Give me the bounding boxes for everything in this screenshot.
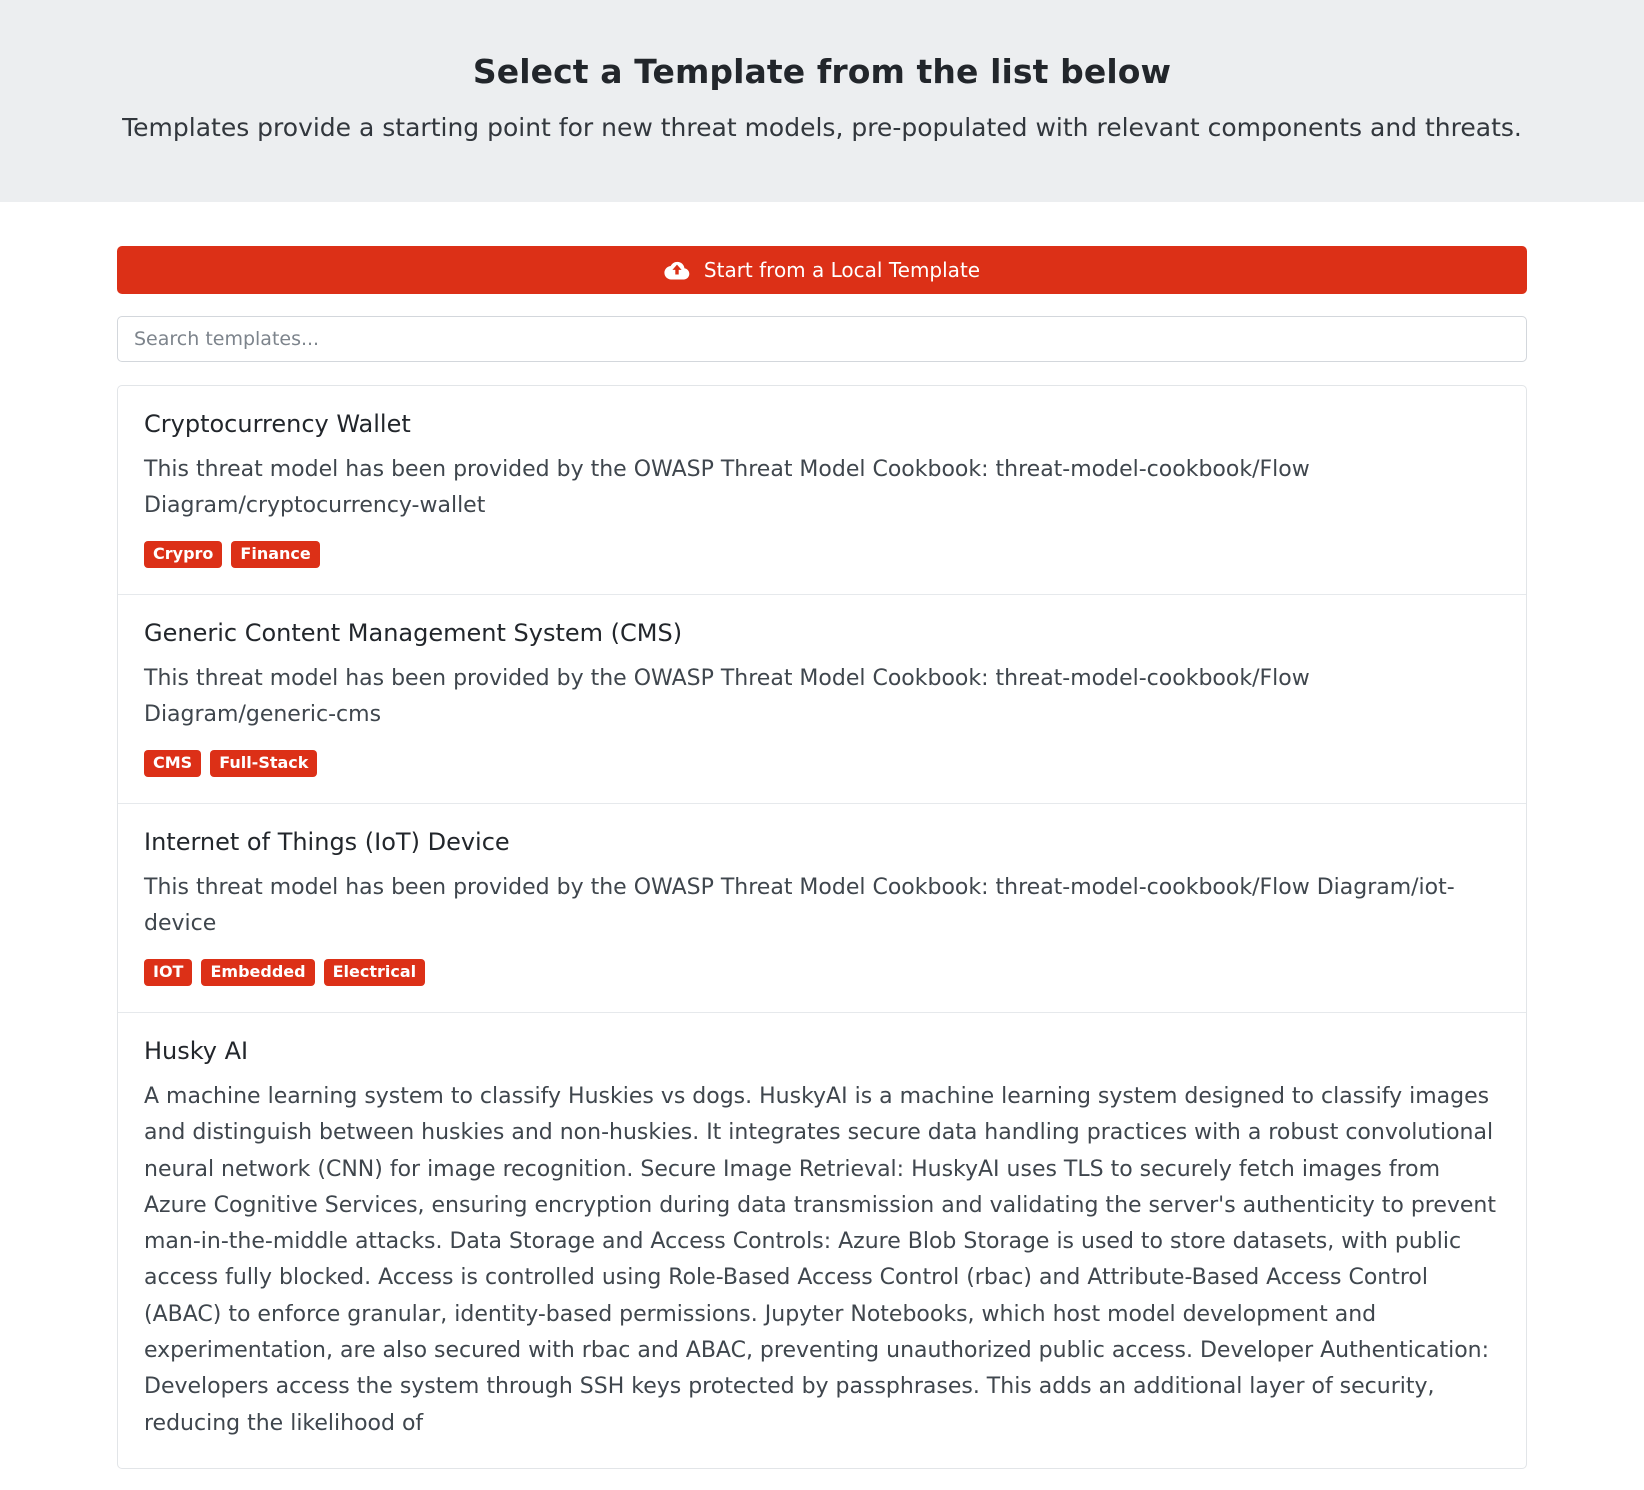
template-title: Internet of Things (IoT) Device: [144, 827, 510, 856]
template-list: [117, 385, 1527, 1469]
template-tag: Finance: [231, 541, 319, 568]
template-title: Cryptocurrency Wallet: [144, 410, 411, 438]
cloud-upload-icon: [664, 259, 690, 281]
template-tag: Crypro: [144, 541, 222, 568]
page-title: Select a Template from the list below: [472, 52, 1172, 91]
template-list-item[interactable]: [118, 386, 1526, 595]
template-list-item[interactable]: [118, 595, 1526, 804]
page-header: [0, 0, 1644, 202]
template-list-item[interactable]: [118, 1013, 1526, 1468]
main-content: [0, 246, 1644, 1469]
template-tags: [144, 541, 1500, 568]
template-tag: Embedded: [201, 959, 314, 986]
start-from-local-template-button[interactable]: [117, 246, 1527, 294]
search-input[interactable]: [117, 316, 1527, 362]
template-tag: CMS: [144, 750, 201, 777]
start-from-local-template-label: Start from a Local Template: [703, 258, 981, 282]
page-subtitle: Templates provide a starting point for new threat models, pre-populated with relevant components and threats.: [122, 113, 1522, 142]
template-description: This threat model has been provided by the OWASP Threat Model Cookbook: threat-model-cookbook/Flow Diagram/cryptocurrency-wallet: [144, 457, 1310, 519]
template-tags: [144, 959, 1500, 986]
template-tag: IOT: [144, 959, 192, 986]
template-description: This threat model has been provided by the OWASP Threat Model Cookbook: threat-model-cookbook/Flow Diagram/iot-device: [144, 874, 1455, 937]
template-tags: [144, 750, 1500, 777]
template-description: A machine learning system to classify Huskies vs dogs. HuskyAI is a machine learning system designed to classify images and distinguish between huskies and non-huskies. It integrates secure data handling practices with a robust convolutional neural network (CNN) for image recognition. Secure Image Retrieval: HuskyAI uses TLS to securely fetch images from Azure Cognitive Services, ensuring encryption during data transmission and validating the server's authenticity to prevent man-in-the-middle attacks. Data Storage and Access Controls: Azure Blob Storage is used to store datasets, with public access fully blocked. Access is controlled using Role-Based Access Control (rbac) and Attribute-Based Access Control (ABAC) to enforce granular, identity-based permissions. Jupyter Notebooks, which host model development and experimentation, are also secured with rbac and ABAC, preventing unauthorized public access. Developer Authentication: Developers access the system through SSH keys protected by passphrases. This adds an additional layer of security, reducing the likelihood of: [144, 1083, 1497, 1436]
template-description: This threat model has been provided by the OWASP Threat Model Cookbook: threat-model-cookbook/Flow Diagram/generic-cms: [144, 665, 1310, 728]
template-list-item[interactable]: [118, 804, 1526, 1013]
template-tag: Full-Stack: [210, 750, 317, 777]
template-title: Husky AI: [144, 1036, 249, 1065]
template-title: Generic Content Management System (CMS): [144, 618, 683, 647]
template-tag: Electrical: [324, 959, 426, 986]
